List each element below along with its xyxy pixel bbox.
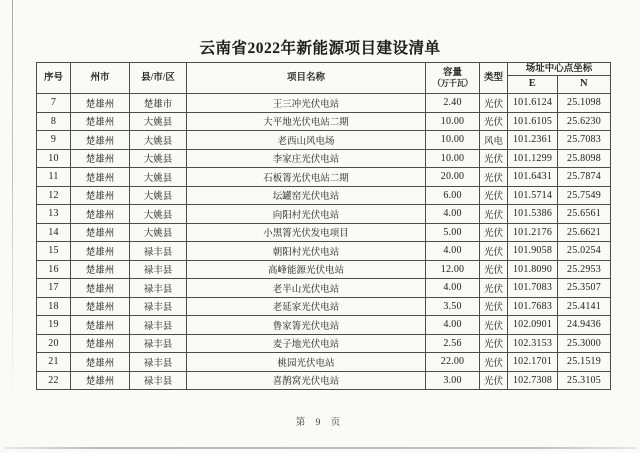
cell-index: 15 [37, 242, 71, 261]
cell-capacity: 3.50 [426, 297, 480, 316]
cell-longitude: 101.2176 [508, 223, 558, 242]
cell-capacity: 2.40 [426, 94, 480, 113]
cell-index: 8 [37, 112, 71, 131]
cell-prefecture: 楚雄州 [71, 149, 130, 168]
cell-project-name: 老西山风电场 [187, 131, 426, 150]
cell-longitude: 101.6105 [508, 112, 558, 131]
cell-county: 禄丰县 [130, 260, 187, 279]
cell-capacity: 3.00 [426, 371, 480, 390]
col-header-capacity [426, 63, 480, 94]
cell-prefecture: 楚雄州 [71, 353, 130, 372]
cell-prefecture: 楚雄州 [71, 112, 130, 131]
cell-county: 禄丰县 [130, 279, 187, 298]
cell-prefecture: 楚雄州 [71, 260, 130, 279]
cell-project-name: 桃园光伏电站 [187, 353, 426, 372]
cell-county: 大姚县 [130, 168, 187, 187]
cell-longitude: 102.1701 [508, 353, 558, 372]
cell-county: 禄丰县 [130, 316, 187, 335]
cell-project-name: 朝阳村光伏电站 [187, 242, 426, 261]
cell-latitude: 25.1098 [558, 94, 611, 113]
capacity-header-line1: 容量 [442, 67, 462, 78]
cell-project-name: 坛罐窑光伏电站 [187, 186, 426, 205]
cell-type: 光伏 [480, 242, 508, 261]
cell-index: 19 [37, 316, 71, 335]
cell-prefecture: 楚雄州 [71, 371, 130, 390]
cell-project-name: 高峰能源光伏电站 [187, 260, 426, 279]
cell-capacity: 2.56 [426, 334, 480, 353]
cell-type: 光伏 [480, 168, 508, 187]
cell-type: 光伏 [480, 279, 508, 298]
table-row [37, 94, 611, 113]
cell-latitude: 25.7083 [558, 131, 611, 150]
cell-capacity: 4.00 [426, 205, 480, 224]
projects-table [36, 62, 611, 390]
cell-project-name: 鲁家箐光伏电站 [187, 316, 426, 335]
cell-capacity: 5.00 [426, 223, 480, 242]
table-row [37, 242, 611, 261]
col-header-longitude-e: E [508, 76, 558, 94]
cell-prefecture: 楚雄州 [71, 186, 130, 205]
cell-capacity: 10.00 [426, 149, 480, 168]
cell-prefecture: 楚雄州 [71, 223, 130, 242]
cell-index: 21 [37, 353, 71, 372]
cell-capacity: 4.00 [426, 242, 480, 261]
scan-edge-bottom [4, 447, 636, 449]
cell-index: 22 [37, 371, 71, 390]
cell-longitude: 102.0901 [508, 316, 558, 335]
cell-type: 光伏 [480, 316, 508, 335]
cell-longitude: 102.7308 [508, 371, 558, 390]
cell-index: 12 [37, 186, 71, 205]
cell-latitude: 25.6230 [558, 112, 611, 131]
cell-longitude: 101.8090 [508, 260, 558, 279]
cell-index: 18 [37, 297, 71, 316]
table-row [37, 334, 611, 353]
scan-edge-left [12, 0, 13, 430]
cell-type: 光伏 [480, 260, 508, 279]
cell-project-name: 石板箐光伏电站二期 [187, 168, 426, 187]
cell-latitude: 25.8098 [558, 149, 611, 168]
table-row [37, 260, 611, 279]
cell-county: 大姚县 [130, 205, 187, 224]
cell-longitude: 101.5386 [508, 205, 558, 224]
cell-index: 16 [37, 260, 71, 279]
cell-project-name: 李家庄光伏电站 [187, 149, 426, 168]
cell-longitude: 101.7083 [508, 279, 558, 298]
cell-county: 大姚县 [130, 112, 187, 131]
cell-capacity: 10.00 [426, 112, 480, 131]
cell-longitude: 101.6124 [508, 94, 558, 113]
cell-type: 光伏 [480, 205, 508, 224]
cell-capacity: 4.00 [426, 316, 480, 335]
cell-county: 大姚县 [130, 223, 187, 242]
cell-prefecture: 楚雄州 [71, 316, 130, 335]
cell-latitude: 25.6621 [558, 223, 611, 242]
cell-latitude: 25.6561 [558, 205, 611, 224]
cell-type: 光伏 [480, 149, 508, 168]
cell-type: 光伏 [480, 94, 508, 113]
cell-longitude: 102.3153 [508, 334, 558, 353]
cell-latitude: 25.7549 [558, 186, 611, 205]
cell-prefecture: 楚雄州 [71, 242, 130, 261]
cell-county: 禄丰县 [130, 353, 187, 372]
cell-project-name: 麦子地光伏电站 [187, 334, 426, 353]
cell-capacity: 22.00 [426, 353, 480, 372]
cell-type: 光伏 [480, 297, 508, 316]
cell-latitude: 25.3507 [558, 279, 611, 298]
table-row [37, 149, 611, 168]
cell-project-name: 小黑箐光伏发电项目 [187, 223, 426, 242]
page-title: 云南省2022年新能源项目建设清单 [199, 40, 441, 57]
cell-latitude: 25.0254 [558, 242, 611, 261]
cell-index: 13 [37, 205, 71, 224]
cell-longitude: 101.9058 [508, 242, 558, 261]
cell-capacity: 6.00 [426, 186, 480, 205]
cell-county: 禄丰县 [130, 297, 187, 316]
cell-project-name: 大平地光伏电站二期 [187, 112, 426, 131]
cell-capacity: 4.00 [426, 279, 480, 298]
cell-latitude: 25.7874 [558, 168, 611, 187]
cell-latitude: 25.1519 [558, 353, 611, 372]
cell-county: 禄丰县 [130, 242, 187, 261]
cell-county: 大姚县 [130, 149, 187, 168]
cell-latitude: 24.9436 [558, 316, 611, 335]
cell-type: 光伏 [480, 223, 508, 242]
page-footer: 第 9 页 [295, 418, 345, 428]
table-row [37, 353, 611, 372]
cell-project-name: 老半山光伏电站 [187, 279, 426, 298]
cell-county: 大姚县 [130, 186, 187, 205]
cell-prefecture: 楚雄州 [71, 297, 130, 316]
col-header-latitude-n: N [558, 76, 611, 94]
col-header-index: 序号 [37, 63, 71, 94]
cell-prefecture: 楚雄州 [71, 334, 130, 353]
capacity-header-line2: （万千瓦） [432, 77, 473, 88]
cell-prefecture: 楚雄州 [71, 205, 130, 224]
cell-index: 20 [37, 334, 71, 353]
cell-longitude: 101.2361 [508, 131, 558, 150]
col-header-type: 类型 [480, 63, 508, 94]
cell-latitude: 25.2953 [558, 260, 611, 279]
cell-type: 光伏 [480, 353, 508, 372]
table-row [37, 279, 611, 298]
cell-county: 楚雄市 [130, 94, 187, 113]
cell-county: 大姚县 [130, 131, 187, 150]
cell-capacity: 12.00 [426, 260, 480, 279]
cell-latitude: 25.3105 [558, 371, 611, 390]
cell-longitude: 101.5714 [508, 186, 558, 205]
table-row [37, 131, 611, 150]
cell-capacity: 20.00 [426, 168, 480, 187]
cell-longitude: 101.7683 [508, 297, 558, 316]
col-header-coordinates: 场址中心点坐标 [508, 63, 611, 76]
cell-project-name: 王三冲光伏电站 [187, 94, 426, 113]
cell-index: 10 [37, 149, 71, 168]
cell-type: 光伏 [480, 334, 508, 353]
cell-type: 光伏 [480, 186, 508, 205]
cell-longitude: 101.1299 [508, 149, 558, 168]
cell-project-name: 喜鹊窝光伏电站 [187, 371, 426, 390]
table-row [37, 168, 611, 187]
cell-latitude: 25.4141 [558, 297, 611, 316]
cell-latitude: 25.3000 [558, 334, 611, 353]
table-row [37, 223, 611, 242]
col-header-county: 县/市/区 [130, 63, 187, 94]
cell-index: 11 [37, 168, 71, 187]
cell-type: 光伏 [480, 112, 508, 131]
cell-prefecture: 楚雄州 [71, 279, 130, 298]
cell-index: 9 [37, 131, 71, 150]
cell-project-name: 向阳村光伏电站 [187, 205, 426, 224]
cell-index: 14 [37, 223, 71, 242]
table-row [37, 297, 611, 316]
cell-capacity: 10.00 [426, 131, 480, 150]
cell-county: 禄丰县 [130, 334, 187, 353]
table-row [37, 371, 611, 390]
cell-project-name: 老延家光伏电站 [187, 297, 426, 316]
table-row [37, 205, 611, 224]
table-row [37, 316, 611, 335]
cell-index: 7 [37, 94, 71, 113]
col-header-prefecture: 州市 [71, 63, 130, 94]
cell-prefecture: 楚雄州 [71, 168, 130, 187]
cell-prefecture: 楚雄州 [71, 131, 130, 150]
cell-index: 17 [37, 279, 71, 298]
cell-county: 禄丰县 [130, 371, 187, 390]
cell-longitude: 101.6431 [508, 168, 558, 187]
cell-type: 光伏 [480, 371, 508, 390]
cell-prefecture: 楚雄州 [71, 94, 130, 113]
table-row [37, 112, 611, 131]
col-header-project: 项目名称 [187, 63, 426, 94]
table-row [37, 186, 611, 205]
cell-type: 风电 [480, 131, 508, 150]
